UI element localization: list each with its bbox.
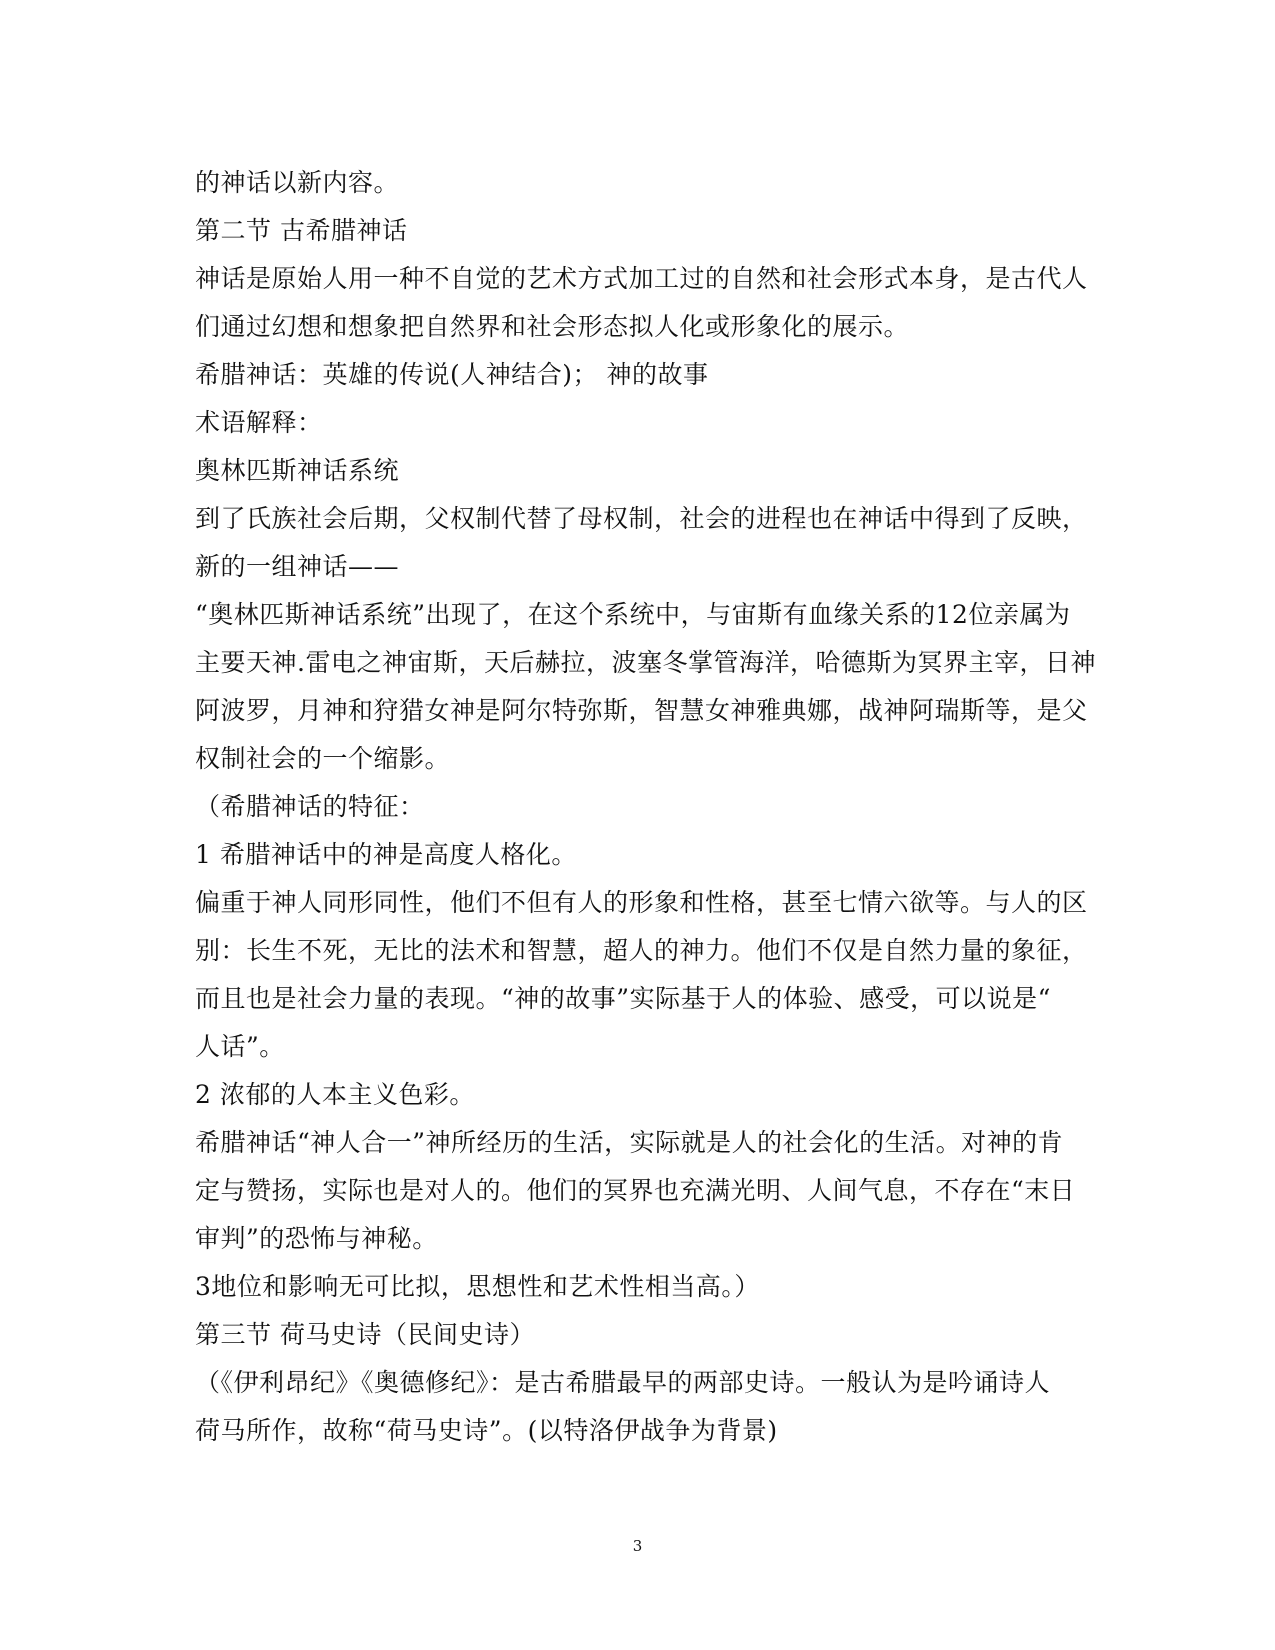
list-item: 2 浓郁的人本主义色彩。 [195,1080,475,1109]
text-line: （希腊神话的特征： [195,792,425,821]
text-line: 的神话以新内容。 [195,168,400,197]
text-line: 到了氏族社会后期，父权制代替了母权制，社会的进程也在神话中得到了反映， [195,504,1088,533]
list-item: 3地位和影响无可比拟，思想性和艺术性相当高。） [195,1272,760,1301]
text-line: 权制社会的一个缩影。 [195,744,451,773]
text-line: 荷马所作，故称“荷马史诗”。(以特洛伊战争为背景) [195,1416,778,1445]
text-line: 主要天神.雷电之神宙斯，天后赫拉，波塞冬掌管海洋，哈德斯为冥界主宰，日神 [195,648,1096,677]
section-heading: 第二节 古希腊神话 [195,216,408,245]
list-item: 1 希腊神话中的神是高度人格化。 [195,840,577,869]
text-line: 术语解释： [195,408,323,437]
document-body [195,159,1095,1455]
section-heading: 第三节 荷马史诗（民间史诗） [195,1320,535,1349]
page-number: 3 [632,1537,643,1555]
text-line: 希腊神话“神人合一”神所经历的生活，实际就是人的社会化的生活。对神的肯 [195,1128,1064,1157]
text-line: “奥林匹斯神话系统”出现了，在这个系统中，与宙斯有血缘关系的12位亲属为 [195,600,1071,629]
text-line: 而且也是社会力量的表现。“神的故事”实际基于人的体验、感受，可以说是“ [195,984,1051,1013]
text-line: （《伊利昂纪》《奥德修纪》：是古希腊最早的两部史诗。一般认为是吟诵诗人 [195,1368,1051,1397]
text-line: 定与赞扬，实际也是对人的。他们的冥界也充满光明、人间气息，不存在“末日 [195,1176,1076,1205]
text-line: 们通过幻想和想象把自然界和社会形态拟人化或形象化的展示。 [195,312,910,341]
text-line: 别：长生不死，无比的法术和智慧，超人的神力。他们不仅是自然力量的象征， [195,936,1088,965]
text-line: 偏重于神人同形同性，他们不但有人的形象和性格，甚至七情六欲等。与人的区 [195,888,1088,917]
text-line: 新的一组神话—— [195,552,400,581]
text-line: 人话”。 [195,1032,285,1061]
text-line: 神话是原始人用一种不自觉的艺术方式加工过的自然和社会形式本身，是古代人 [195,264,1088,293]
text-line: 希腊神话：英雄的传说(人神结合)； 神的故事 [195,360,709,389]
term-heading: 奥林匹斯神话系统 [195,456,400,485]
text-line: 审判”的恐怖与神秘。 [195,1224,438,1253]
text-line: 阿波罗，月神和狩猎女神是阿尔特弥斯，智慧女神雅典娜，战神阿瑞斯等，是父 [195,696,1088,725]
